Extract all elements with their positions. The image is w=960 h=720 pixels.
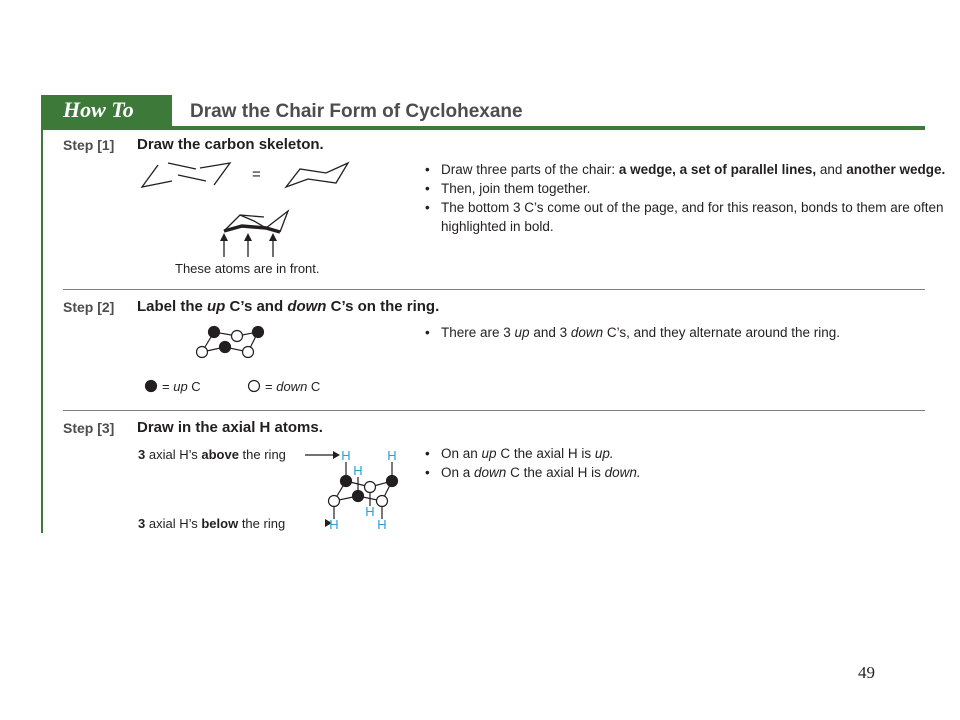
text-span: axial H’s [145,447,202,462]
bold-span: another wedge. [846,162,946,177]
italic-span: down [287,298,327,315]
how-to-badge-text: How To [63,97,134,122]
list-item [425,323,945,342]
h-label: H [377,517,387,532]
text-span: The bottom 3 C’s come out of the page, and for this reason, bonds to them are often highlighted in bold. [441,200,944,234]
wedge-right [200,163,230,185]
italic-span: up [514,325,530,340]
step-2-title [137,298,439,315]
text-span: axial H’s [145,516,202,531]
italic-span: up [173,379,188,394]
list-item [425,198,950,236]
separator-1 [63,289,925,290]
how-to-badge [41,95,172,127]
h-label: H [329,517,339,532]
list-item [425,463,945,482]
down-carbon-legend-icon [246,378,262,394]
page-number: 49 [858,663,875,682]
h-label: H [387,448,397,463]
text-span: There are 3 [441,325,515,340]
text-span: C [187,379,201,394]
bold-span: below [201,516,239,531]
text-span: = [162,379,174,394]
axial-below-label [138,516,285,531]
up-carbon-legend-icon [143,378,159,394]
separator-2 [63,410,925,411]
text-span: Then, join them together. [441,181,591,196]
page-title: Draw the Chair Form of Cyclohexane [190,101,523,122]
bold-span: 3 [138,447,146,462]
axial-above-label [138,447,286,462]
equals-sign: = [252,166,261,183]
text-span: C’s and [225,298,288,315]
bold-span: a wedge, a set of parallel lines, [618,162,817,177]
list-item [425,444,945,463]
text-span: and 3 [529,325,571,340]
step-1-caption: These atoms are in front. [175,261,320,276]
chair-bold-front [224,226,280,232]
text-span: the ring [238,447,286,462]
italic-span: down [474,465,507,480]
text-span: C the axial H is [496,446,595,461]
step-1-title: Draw the carbon skeleton. [137,136,324,153]
italic-span: up. [594,446,614,461]
legend-down-text [265,379,320,394]
italic-span: up [207,298,226,315]
step-3-title: Draw in the axial H atoms. [137,419,323,436]
text-span: Label the [137,298,208,315]
step-3-bullets [425,444,945,482]
list-item [425,179,950,198]
wedge-left [142,165,172,187]
parallel-line-top [168,163,196,169]
text-span: On a [441,465,475,480]
left-rule [41,126,43,533]
text-span: On an [441,446,482,461]
step-3-label: Step [3] [63,420,115,436]
step-1-bullets [425,160,950,236]
step-2-ring-diagram [190,320,280,365]
text-span: C’s, and they alternate around the ring. [603,325,841,340]
bold-span: above [201,447,239,462]
text-span: C’s on the ring. [326,298,440,315]
italic-span: down [570,325,604,340]
text-span: Draw three parts of the chair: [441,162,619,177]
italic-span: up [481,446,497,461]
bold-span: 3 [138,516,146,531]
step-1-skeleton-diagram [130,155,370,275]
chair-skeleton [286,163,348,187]
text-span: = [265,379,277,394]
h-label: H [365,504,375,519]
h-label: H [341,448,351,463]
text-span: C the axial H is [506,465,605,480]
header-rule [41,126,925,130]
text-span: the ring [238,516,286,531]
legend-up-text [162,379,201,394]
italic-span: down. [604,465,641,480]
step-1-label: Step [1] [63,137,115,153]
text-span: C [307,379,321,394]
step-3-axial-diagram [300,440,410,535]
h-label: H [353,463,363,478]
step-2-label: Step [2] [63,299,115,315]
text-span: and [816,162,847,177]
list-item [425,160,950,179]
italic-span: down [276,379,308,394]
parallel-line-bottom [178,175,206,181]
step-2-bullets [425,323,945,342]
